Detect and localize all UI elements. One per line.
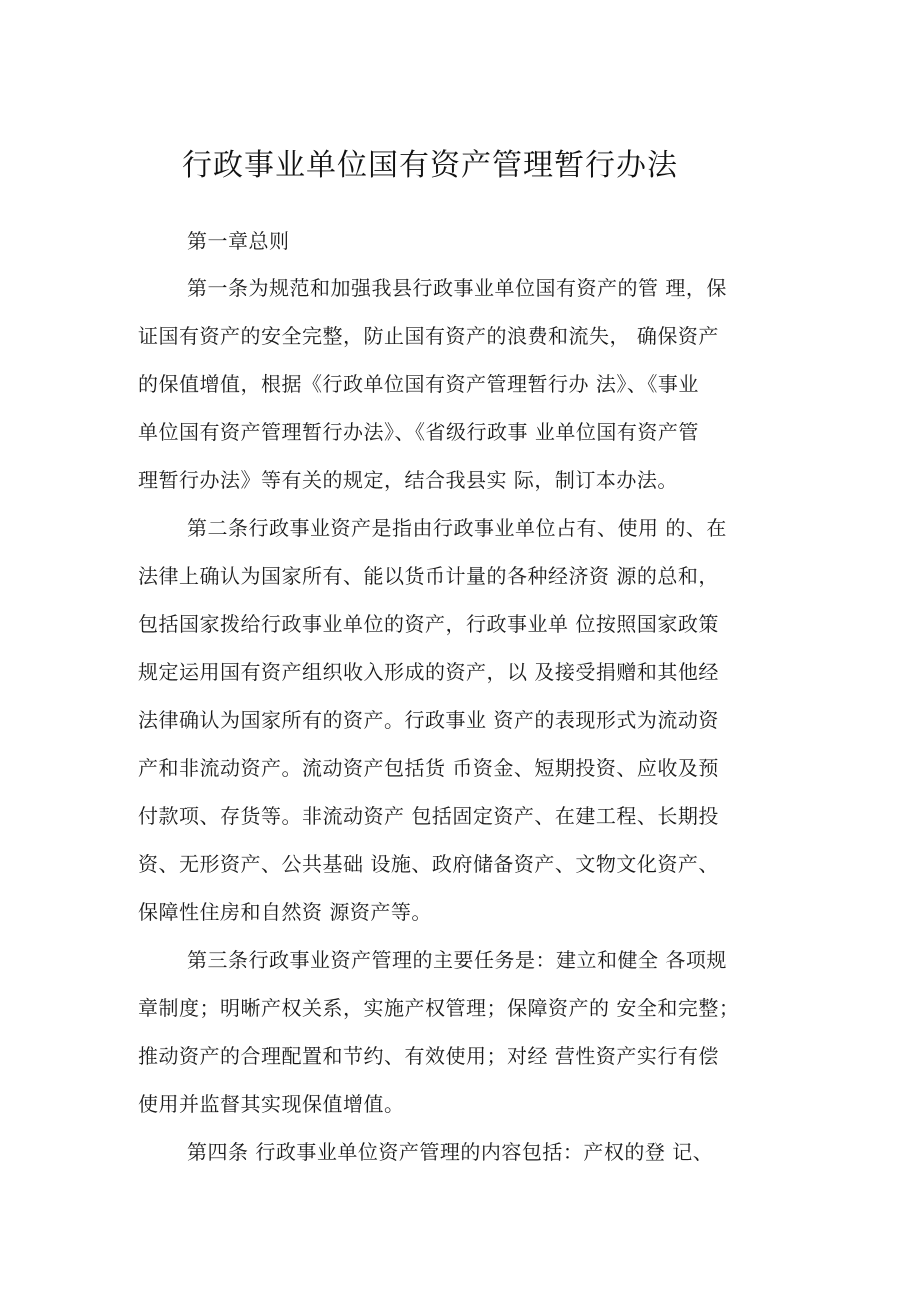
article-1-line: 证国有资产的安全完整，防止国有资产的浪费和流失， 确保资产 xyxy=(138,324,719,348)
article-2-line: 法律上确认为国家所有、能以货币计量的各种经济资 源的总和， xyxy=(138,564,719,588)
chapter-heading: 第一章总则 xyxy=(187,229,290,253)
article-3-line: 第三条行政事业资产管理的主要任务是：建立和健全 各项规 xyxy=(187,948,727,972)
article-1-line: 理暂行办法》等有关的规定，结合我县实 际，制订本办法。 xyxy=(138,468,678,492)
article-2-line: 付款项、存货等。非流动资产 包括固定资产、在建工程、长期投 xyxy=(138,804,719,828)
article-1-line: 第一条为规范和加强我县行政事业单位国有资产的管 理，保 xyxy=(187,276,727,300)
article-3-line: 章制度；明晰产权关系，实施产权管理；保障资产的 安全和完整； xyxy=(138,996,740,1020)
article-2-line: 第二条行政事业资产是指由行政事业单位占有、使用 的、在 xyxy=(187,516,727,540)
article-2-line: 资、无形资产、公共基础 设施、政府储备资产、文物文化资产、 xyxy=(138,852,719,876)
article-2-line: 保障性住房和自然资 源资产等。 xyxy=(138,900,432,924)
article-2-line: 包括国家拨给行政事业单位的资产，行政事业单 位按照国家政策 xyxy=(138,612,719,636)
article-1-line: 的保值增值，根据《行政单位国有资产管理暂行办 法》、《事业 xyxy=(138,372,699,396)
article-3-line: 使用并监督其实现保值增值。 xyxy=(138,1092,405,1116)
article-3-line: 推动资产的合理配置和节约、有效使用；对经 营性资产实行有偿 xyxy=(138,1044,719,1068)
article-2-line: 规定运用国有资产组织收入形成的资产，以 及接受捐赠和其他经 xyxy=(138,660,719,684)
article-1-line: 单位国有资产管理暂行办法》、《省级行政事 业单位国有资产管 xyxy=(138,420,699,444)
document-title: 行政事业单位国有资产管理暂行办法 xyxy=(182,148,678,183)
article-2-line: 法律确认为国家所有的资产。行政事业 资产的表现形式为流动资 xyxy=(138,708,719,732)
article-2-line: 产和非流动资产。流动资产包括货 币资金、短期投资、应收及预 xyxy=(138,756,719,780)
article-4-line: 第四条 行政事业单位资产管理的内容包括：产权的登 记、 xyxy=(187,1140,714,1164)
